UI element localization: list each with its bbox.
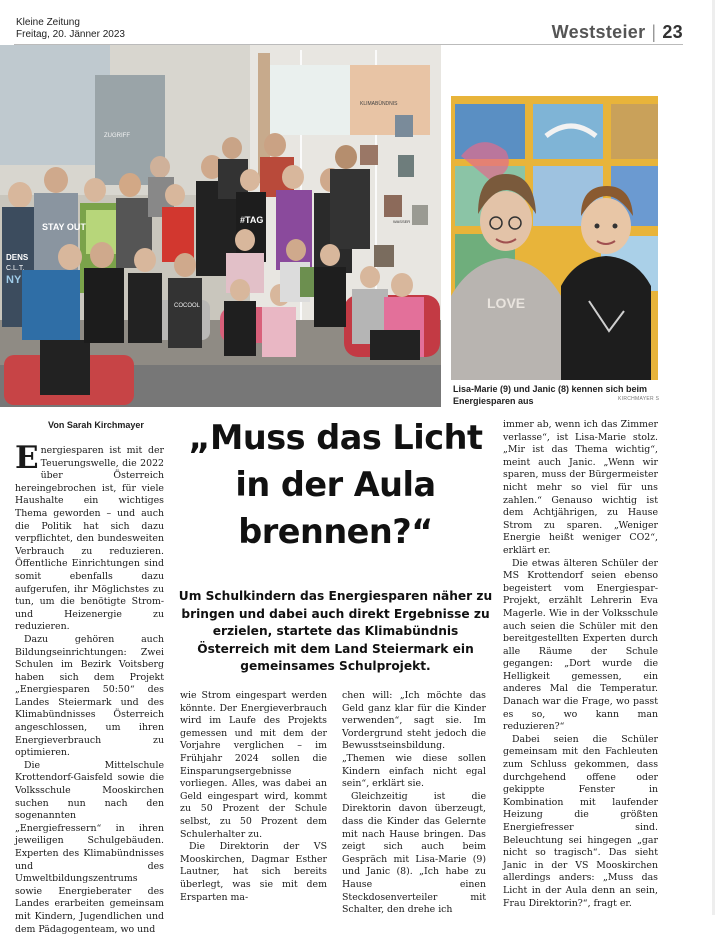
shirt-text-stay-out: STAY OUT xyxy=(42,222,86,232)
shirt-text-tag: #TAG xyxy=(240,215,264,225)
section-separator: | xyxy=(651,22,657,42)
section-header xyxy=(552,22,683,43)
shirt-text-cocool: COCOOL xyxy=(174,303,201,309)
article-column-1 xyxy=(15,440,164,936)
poster-text-3: WASSER xyxy=(393,219,411,224)
kids-photo xyxy=(451,96,658,380)
paragraph: immer ab, wenn ich das Zimmer verlasse“, ist Lisa-Marie stolz. „Mir ist das Thema wichtig“, meint auch Janic. „Wenn wir sparen, muss der Bürgermeister nicht mehr so viel für uns zahlen.“ Genauso wichtig ist dem Achtjährigen, zu Hause Strom zu sparen. „Weniger Energie heißt weniger CO2“, erklärt er. xyxy=(503,419,658,556)
issue-date: Freitag, 20. Jänner 2023 xyxy=(16,29,125,40)
poster-text-2: KLIMABÜNDNIS xyxy=(360,101,398,107)
headline-line-1: „Muss das Licht xyxy=(188,418,483,457)
paragraph: wie Strom eingespart werden könnte. Der Energieverbrauch wird im Laufe des Projekts gemessen und mit dem der Vorjahre verglichen – im Frühjahr 2024 sollen die Einsparungsergebnisse vorliegen. Alles, was dabei an Geld eingespart wird, kommt zu 50 Prozent der Schule selbst, zu 50 Prozent dem Schulerhalter zu. xyxy=(180,690,327,840)
shirt-text-clt: C.L.T. xyxy=(6,265,25,272)
page-number: 23 xyxy=(662,22,683,42)
drop-cap: E xyxy=(15,440,39,476)
shirt-text-love: LOVE xyxy=(487,295,526,311)
poster-text-1: ZUGRIFF xyxy=(104,133,130,139)
paragraph: Die etwas älteren Schüler der MS Krottendorf seien ebenso begeistert vom Energiespar-Projekt, erzählt Lehrerin Eva Magerle. Wie in der Volksschule auch seien die Schüler mit den bereitgestellten Experten durch alle Räume der Schule gegangen: „Dort wurde die Helligkeit gemessen, ein anderes Mal die Temperatur. Danach war die Frage, wo passt es so, wo kann man reduzieren?“ xyxy=(503,557,658,733)
article-column-2 xyxy=(180,690,327,904)
shirt-text-dens: DENS xyxy=(6,253,29,262)
photo-credit: KIRCHMAYER S xyxy=(618,396,660,402)
headline-line-3: brennen?“ xyxy=(238,512,433,551)
byline: Von Sarah Kirchmayer xyxy=(48,420,144,430)
photo-caption: Lisa-Marie (9) und Janic (8) kennen sich beim Energiesparen aus xyxy=(453,384,648,406)
headline xyxy=(175,414,496,555)
paragraph: chen will: „Ich möchte das Geld ganz klar für die Kinder verwenden“, sagt sie. Im Vordergrund steht jedoch die Bewusstseinsbildung. „Themen wie diese sollen Kindern einfach nicht egal sein“, erklärt sie. xyxy=(342,690,486,790)
article-column-3 xyxy=(342,690,486,917)
group-photo xyxy=(0,45,441,407)
paragraph: Dazu gehören auch Bildungseinrichtungen: Zwei Schulen im Bezirk Voitsberg haben sich dem Projekt „Energiesparen 50:50“ des Landes Steiermark und des Klimabündnisses Österreich angeschlossen, um ihren Energieverbrauch zu optimieren. xyxy=(15,633,164,759)
section-name: Weststeier xyxy=(551,22,646,42)
paragraph: Gleichzeitig ist die Direktorin davon überzeugt, dass die Kinder das Gelernte mit nach Hause bringen. Das zeigt sich auch beim Gespräch mit Lisa-Marie (9) und Janic (8). „Ich habe zu Hause einen Steckdosenverteiler mit Schalter, den drehe ich xyxy=(342,790,486,916)
masthead-paper-info xyxy=(16,17,125,41)
paragraph-text: nergiesparen ist mit der Teuerungswelle, die 2022 über Österreich hereingebrochen ist, für viele Haushalte ein wichtiges Thema geworden – und auch die Politik hat sich dazu verpflichtet, den bundesweiten Verbrauch zu reduzieren. Öffentliche Einrichtungen sind somit ebenfalls dazu aufgerufen, ihr Möglichstes zu tun, um die benötigte Strom- und Heizenergie zu reduzieren. xyxy=(15,445,164,633)
headline-line-2: in der Aula xyxy=(235,465,436,504)
paragraph: Die Mittelschule Krottendorf-Gaisfeld sowie die Volksschule Mooskirchen suchen nun nach den sogenannten „Energiefressern“ in ihren jeweiligen Schulgebäuden. Experten des Klimabündnisses und des Umweltbildungszentrums sowie Energieberater des Landes erarbeiten gemeinsam mit Kindern, Jugendlichen und dem Pädagogenteam, wo und xyxy=(15,759,164,935)
lead-paragraph: Um Schulkindern das Energiesparen näher zu bringen und dabei auch direkt Ergebnisse zu erzielen, startete das Klimabündnis Österreich mit dem Land Steiermark ein gemeinsames Schulprojekt. xyxy=(178,589,493,673)
paragraph: Dabei seien die Schüler gemeinsam mit den Fachleuten zum Schluss gekommen, dass durchgehend offene oder gekippte Fenster in Kombination mit laufender Heizung die größten Energiefresser sind. Beleuchtung sei hingegen „gar nicht so tragisch“. Das sieht Janic in der VS Mooskirchen allerdings anders: „Muss das Licht in der Aula denn an sein, Frau Direktorin?“, fragt er. xyxy=(503,733,658,909)
paragraph: Die Direktorin der VS Mooskirchen, Dagmar Esther Lautner, hat sich bereits überlegt, was sie mit dem Ersparten ma- xyxy=(180,841,327,903)
paragraph xyxy=(15,440,164,634)
paper-name: Kleine Zeitung xyxy=(16,17,80,28)
article-column-4 xyxy=(503,419,658,910)
shirt-text-ny: NY xyxy=(6,274,22,286)
